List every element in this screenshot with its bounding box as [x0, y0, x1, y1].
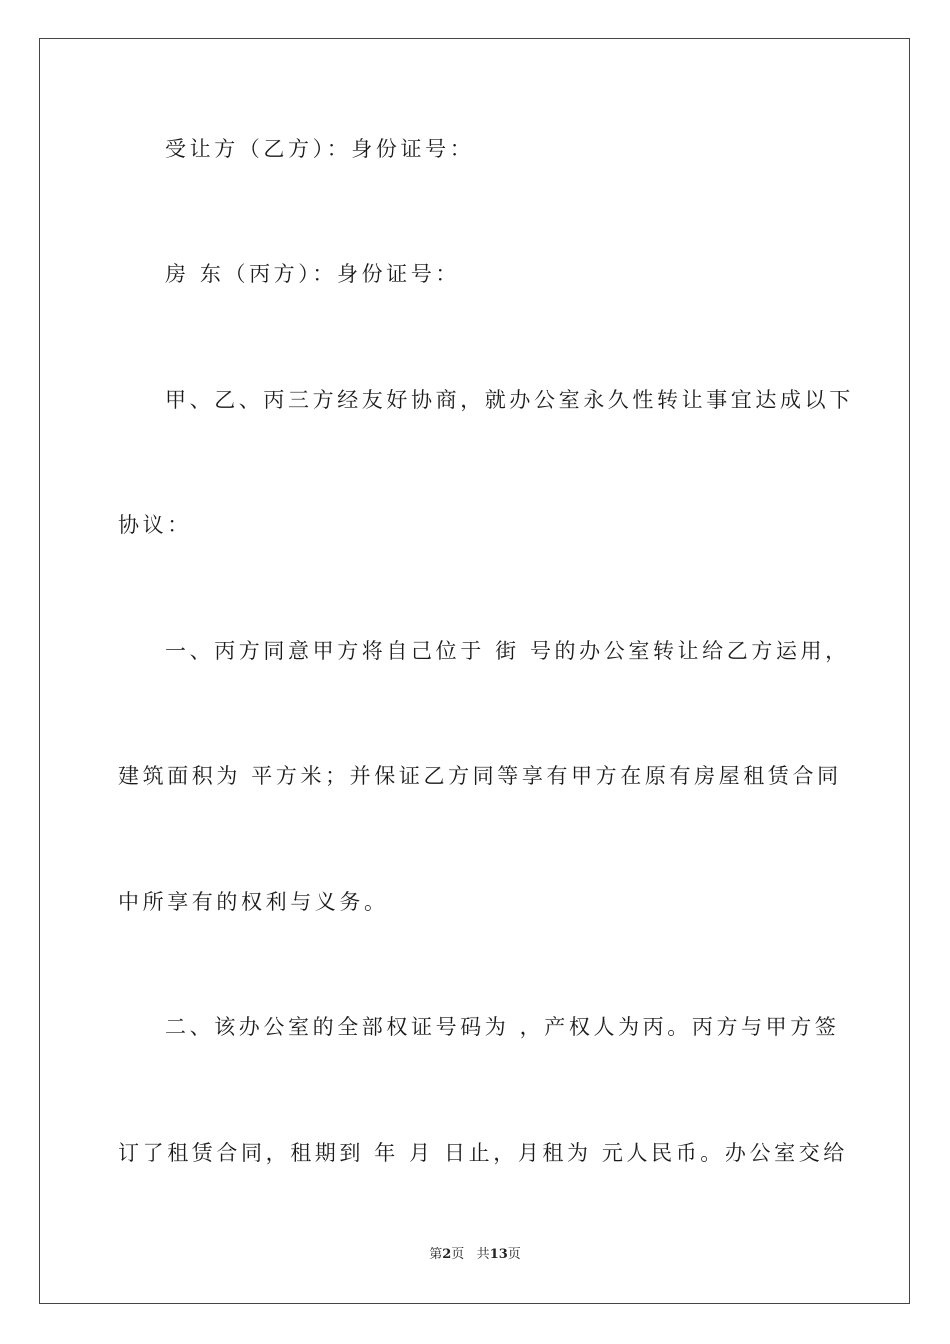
page-footer — [0, 1246, 950, 1264]
paragraph-line-clause-2-cont: 订了租赁合同，租期到 年 月 日止，月租为 元人民币。办公室交给 — [118, 1141, 848, 1165]
current-page-number: 2 — [442, 1247, 452, 1262]
paragraph-line-agreement-intro-cont: 协议： — [118, 513, 192, 537]
paragraph-line-landlord: 房 东（丙方）：身份证号： — [165, 262, 460, 286]
page-suffix: 页 — [451, 1247, 465, 1262]
paragraph-line-clause-1: 一、丙方同意甲方将自己位于 街 号的办公室转让给乙方运用， — [165, 639, 850, 663]
page-prefix: 第 — [429, 1247, 443, 1262]
total-suffix: 页 — [507, 1247, 521, 1262]
total-pages-number: 13 — [489, 1247, 508, 1262]
paragraph-line-clause-1-cont: 建筑面积为 平方米；并保证乙方同等享有甲方在原有房屋租赁合同 — [118, 764, 842, 788]
paragraph-line-clause-1-end: 中所享有的权利与义务。 — [118, 890, 389, 914]
paragraph-line-clause-2: 二、该办公室的全部权证号码为 ，产权人为丙。丙方与甲方签 — [165, 1015, 840, 1039]
paragraph-line-transferee: 受让方（乙方）：身份证号： — [165, 137, 475, 161]
page-border — [39, 38, 910, 1304]
paragraph-line-agreement-intro: 甲、乙、丙三方经友好协商，就办公室永久性转让事宜达成以下 — [165, 388, 854, 412]
total-prefix: 共 — [476, 1247, 490, 1262]
